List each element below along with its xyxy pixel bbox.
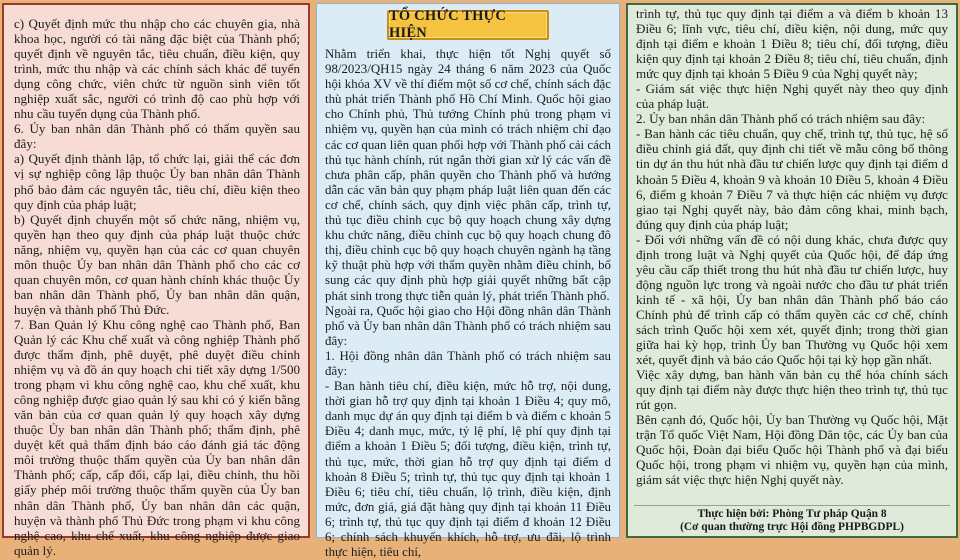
right-paragraph-supervise: - Giám sát việc thực hiện Nghị quyết này theo quy định của pháp luật. [636, 81, 948, 112]
section-title: TỔ CHỨC THỰC HIỆN [389, 8, 507, 41]
left-paragraph-7: 7. Ban Quản lý Khu công nghệ cao Thành phố, Ban Quản lý các Khu chế xuất và công nghiệp Thành phố được thẩm định, phê duyệt, phê duyệt điều chỉnh nhiệm vụ và đồ án quy hoạch chi tiết xây dựng 1/500 trong phạm vi khu công nghệ cao, khu chế xuất, khu công nghiệp được giao quản lý sau khi có ý kiến bằng văn bản của cơ quan quản lý quy hoạch xây dựng thuộc Ủy ban nhân dân Thành phố; thẩm định, phê duyệt kết quả thẩm định báo cáo đánh giá tác động môi trường thuộc thẩm quyền của Ủy ban nhân dân Thành phố; cấp, cấp đổi, cấp lại, điều chỉnh, thu hồi giấy phép môi trường thuộc thẩm quyền của Ủy ban nhân dân Thành phố, Ủy ban nhân dân các quận, huyện và thành phố Thủ Đức trong phạm vi khu công nghệ cao, khu chế xuất, khu công nghiệp được giao quản lý. [14, 316, 300, 558]
right-paragraph-committee-standards: - Ban hành các tiêu chuẩn, quy chế, trình tự, thủ tục, hệ số điều chỉnh giá đất, quy định chi tiết về mẫu công bố thông tin dự án thu hút nhà đầu tư chiến lược quy định tại điểm d khoản 5 Điều 4, khoản 9 và khoản 10 Điều 5, khoản 4 Điều 6, điểm g khoản 7 Điều 7 và thực hiện các nhiệm vụ được giao tại Nghị quyết này, bảo đảm công khai, minh bạch, đúng quy định của pháp luật; [636, 126, 948, 232]
right-paragraph-committee-other: - Đối với những vấn đề có nội dung khác, chưa được quy định trong luật và Nghị quyết của Quốc hội, để đáp ứng yêu cầu cấp thiết trong thu hút nhà đầu tư chiến lược, huy động nguồn lực trong và ngoài nước cho đầu tư phát triển kinh tế - xã hội, Ủy ban nhân dân Thành phố báo cáo Chính phủ để trình cấp có thẩm quyền các cơ chế, chính sách trình Quốc hội xem xét, quyết định; trong thời gian giữa hai kỳ họp, trình Ủy ban Thường vụ Quốc hội xem xét, quyết định và báo cáo Quốc hội tại kỳ họp gần nhất. [636, 231, 948, 368]
right-paragraph-continued: trình tự, thủ tục quy định tại điểm a và điểm b khoản 13 Điều 6; lĩnh vực, tiêu chí, điều kiện, nội dung, mức quy định tại điểm e khoản 1 Điều 8; tiêu chí, đối tượng, điều kiện quy định tại khoản 2 Điều 8; tiêu chí, tiêu chuẩn, định mức quy định tại khoản 5 Điều 9 của Nghị quyết này; [636, 6, 948, 82]
middle-paragraph-council-heading: 1. Hội đồng nhân dân Thành phố có trách nhiệm sau đây: [325, 348, 611, 378]
section-title-banner [387, 10, 549, 40]
credit-line-1: Thực hiện bởi: Phòng Tư pháp Quận 8 [697, 508, 887, 520]
left-paragraph-6b: b) Quyết định chuyển một số chức năng, nhiệm vụ, quyền hạn theo quy định của pháp luật thuộc chức năng, nhiệm vụ, quyền hạn của các cơ quan chuyên môn thuộc Ủy ban nhân dân Thành phố cho các cơ quan chuyên môn, cơ quan hành chính khác thuộc Ủy ban nhân dân Thành phố, Ủy ban nhân dân quận, huyện và thành phố Thủ Đức. [14, 211, 300, 317]
right-paragraph-committee-heading: 2. Ủy ban nhân dân Thành phố có trách nhiệm sau đây: [636, 111, 926, 127]
footer-divider [634, 505, 950, 506]
left-paragraph-6: 6. Ủy ban nhân dân Thành phố có thẩm quyền sau đây: [14, 121, 300, 152]
left-paragraph-6a: a) Quyết định thành lập, tổ chức lại, giải thể các đơn vị sự nghiệp công lập thuộc Ủy ban nhân dân Thành phố bảo đảm các nguyên tắc, tiêu chí, điều kiện theo quy định của pháp luật; [14, 151, 300, 212]
middle-paragraph-council-duties: - Ban hành tiêu chí, điều kiện, mức hỗ trợ, nội dung, thời gian hỗ trợ quy định tại khoản 1 Điều 4; quy mô, danh mục dự án quy định tại điểm b và điểm c khoản 5 Điều 4; danh mục, mức, tỷ lệ phí, lệ phí quy định tại điểm a khoản 1 Điều 5; đối tượng, điều kiện, trình tự, thủ tục, mức, thời gian hỗ trợ quy định tại điểm d khoản 8 Điều 5; trình tự, thủ tục quy định tại khoản 1 Điều 6; tiêu chí, tiêu chuẩn, lộ trình, điều kiện, định mức, đơn giá, giá đặt hàng quy định tại khoản 11 Điều 6; trình tự, thủ tục quy định tại điểm đ khoản 12 Điều 6; chính sách khuyến khích, hỗ trợ, ưu đãi, lộ trình thực hiện, tiêu chí, [325, 379, 611, 560]
left-paragraph-c: c) Quyết định mức thu nhập cho các chuyên gia, nhà khoa học, người có tài năng đặc biệt của Thành phố; quyết định về nguyên tắc, tiêu chuẩn, điều kiện, quy trình, mức thu nhập và các chính sách khác để tuyển dụng công chức, viên chức từ nguồn sinh viên tốt nghiệp xuất sắc, người có trình độ cao phù hợp với nhu cầu tuyển dụng của Thành phố. [14, 16, 300, 122]
middle-paragraph-addition: Ngoài ra, Quốc hội giao cho Hội đồng nhân dân Thành phố và Ủy ban nhân dân Thành phố có trách nhiệm sau đây: [325, 303, 611, 348]
middle-text-panel [316, 3, 620, 560]
right-text-panel [626, 3, 958, 538]
right-paragraph-supervision: Bên cạnh đó, Quốc hội, Ủy ban Thường vụ Quốc hội, Mặt trận Tổ quốc Việt Nam, Hội đồng Dân tộc, các Ủy ban của Quốc hội, Đoàn đại biểu Quốc hội Thành phố và đại biểu Quốc hội, trong phạm vi nhiệm vụ, quyền hạn của mình, giám sát việc thực hiện Nghị quyết này. [636, 412, 948, 488]
right-paragraph-shortened-procedure: Việc xây dựng, ban hành văn bản cụ thể hóa chính sách quy định tại điểm này được thực hiện theo trình tự, thủ tục rút gọn. [636, 367, 948, 413]
middle-paragraph-intro: Nhằm triển khai, thực hiện tốt Nghị quyết số 98/2023/QH15 ngày 24 tháng 6 năm 2023 của Quốc hội khóa XV về thí điểm một số cơ chế, chính sách đặc thù phát triển Thành phố Hồ Chí Minh. Quốc hội giao cho Chính phủ, Thủ tướng Chính phủ trong phạm vi nhiệm vụ, quyền hạn của mình có trách nhiệm chỉ đạo các cơ quan liên quan phối hợp với Thành phố cải cách thủ tục hành chính, rút ngắn thời gian xử lý các vấn đề chưa phân cấp, phân quyền cho Thành phố và hướng dẫn các văn bản quy phạm pháp luật liên quan đến các cơ chế, chính sách, quy định việc phân cấp, trình tự, thủ tục điều chỉnh cục bộ quy hoạch chung xây dựng khu chức năng, điều chỉnh cục bộ quy hoạch chung đô thị, điều chỉnh cục bộ quy hoạch chuyên ngành hạ tầng kỹ thuật phù hợp với thẩm quyền nhằm điều chỉnh, bổ sung các quy định phù hợp giải quyết những bất cập phát sinh trong thực tiễn quản lý, phát triển Thành phố. [325, 47, 611, 303]
credit-line-2: (Cơ quan thường trực Hội đồng PHPBGDPL) [680, 521, 904, 533]
left-text-panel [2, 3, 310, 558]
credit-footer [628, 508, 956, 534]
